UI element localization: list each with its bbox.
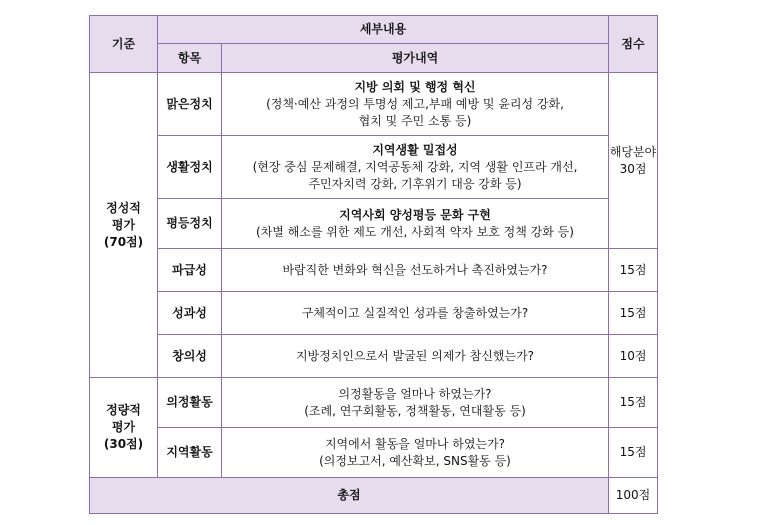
total-score: 100점	[609, 478, 658, 514]
evaluation-content: 지방정치인으로서 발굴된 의제가 참신했는가?	[222, 335, 609, 378]
evaluation-description: 협치 및 주민 소통 등)	[358, 113, 472, 128]
category-label: 평가	[111, 217, 136, 232]
evaluation-question: 의정활동을 얼마나 하였는가?	[338, 386, 492, 401]
item-name: 창의성	[158, 335, 222, 378]
category-label: 정성적	[106, 200, 141, 215]
score-value: 10점	[609, 335, 658, 378]
evaluation-content: 바람직한 변화와 혁신을 선도하거나 촉진하였는가?	[222, 249, 609, 292]
table-row	[90, 199, 658, 249]
evaluation-description: (의정보고서, 예산확보, SNS활동 등)	[319, 453, 511, 468]
item-name: 파급성	[158, 249, 222, 292]
evaluation-title: 지방 의회 및 행정 혁신	[354, 79, 476, 94]
evaluation-content	[222, 378, 609, 428]
category-label: 정량적	[106, 403, 141, 417]
header-score: 점수	[609, 16, 658, 73]
evaluation-criteria-table	[89, 15, 658, 514]
score-shared	[609, 73, 658, 249]
evaluation-description: 주민자치력 강화, 기후위기 대응 강화 등)	[308, 176, 522, 191]
item-name: 의정활동	[158, 378, 222, 428]
table-row	[90, 73, 658, 136]
item-name: 생활정치	[158, 136, 222, 199]
evaluation-content	[222, 199, 609, 249]
header-evaluation: 평가내역	[222, 44, 609, 73]
item-name: 성과성	[158, 292, 222, 335]
evaluation-title: 지역생활 밀접성	[372, 142, 458, 157]
category-qualitative	[90, 73, 158, 378]
evaluation-content	[222, 428, 609, 478]
evaluation-title: 지역사회 양성평등 문화 구현	[339, 207, 491, 222]
score-value: 15점	[609, 292, 658, 335]
evaluation-description: (조례, 연구회활동, 정책활동, 연대활동 등)	[304, 403, 526, 418]
evaluation-content	[222, 136, 609, 199]
score-value: 15점	[609, 428, 658, 478]
table-row	[90, 378, 658, 428]
evaluation-question: 지역에서 활동을 얼마나 하였는가?	[324, 436, 506, 451]
item-name: 지역활동	[158, 428, 222, 478]
evaluation-description: (현장 중심 문제해결, 지역공동체 강화, 지역 생활 인프라 개선,	[252, 159, 578, 174]
table-row	[90, 292, 658, 335]
header-item: 항목	[158, 44, 222, 73]
category-quantitative	[90, 378, 158, 478]
score-value: 15점	[609, 249, 658, 292]
item-name: 평등정치	[158, 199, 222, 249]
header-details: 세부내용	[158, 16, 609, 44]
category-label: 평가	[111, 420, 136, 434]
score-value: 15점	[609, 378, 658, 428]
table-row	[90, 249, 658, 292]
total-label: 총점	[90, 478, 609, 514]
table-row	[90, 335, 658, 378]
evaluation-description: (정책·예산 과정의 투명성 제고,부패 예방 및 윤리성 강화,	[266, 96, 564, 111]
table-row	[90, 428, 658, 478]
evaluation-description: (차별 해소를 위한 제도 개선, 사회적 약자 보호 정책 강화 등)	[256, 224, 574, 239]
category-points: (30점)	[103, 437, 144, 451]
category-points: (70점)	[103, 234, 144, 249]
total-row	[90, 478, 658, 514]
item-name: 맑은정치	[158, 73, 222, 136]
evaluation-content: 구체적이고 실질적인 성과를 창출하였는가?	[222, 292, 609, 335]
evaluation-content	[222, 73, 609, 136]
score-value: 30점	[619, 161, 647, 176]
score-label: 해당분야	[609, 144, 657, 159]
header-criteria: 기준	[90, 16, 158, 73]
table-row	[90, 136, 658, 199]
